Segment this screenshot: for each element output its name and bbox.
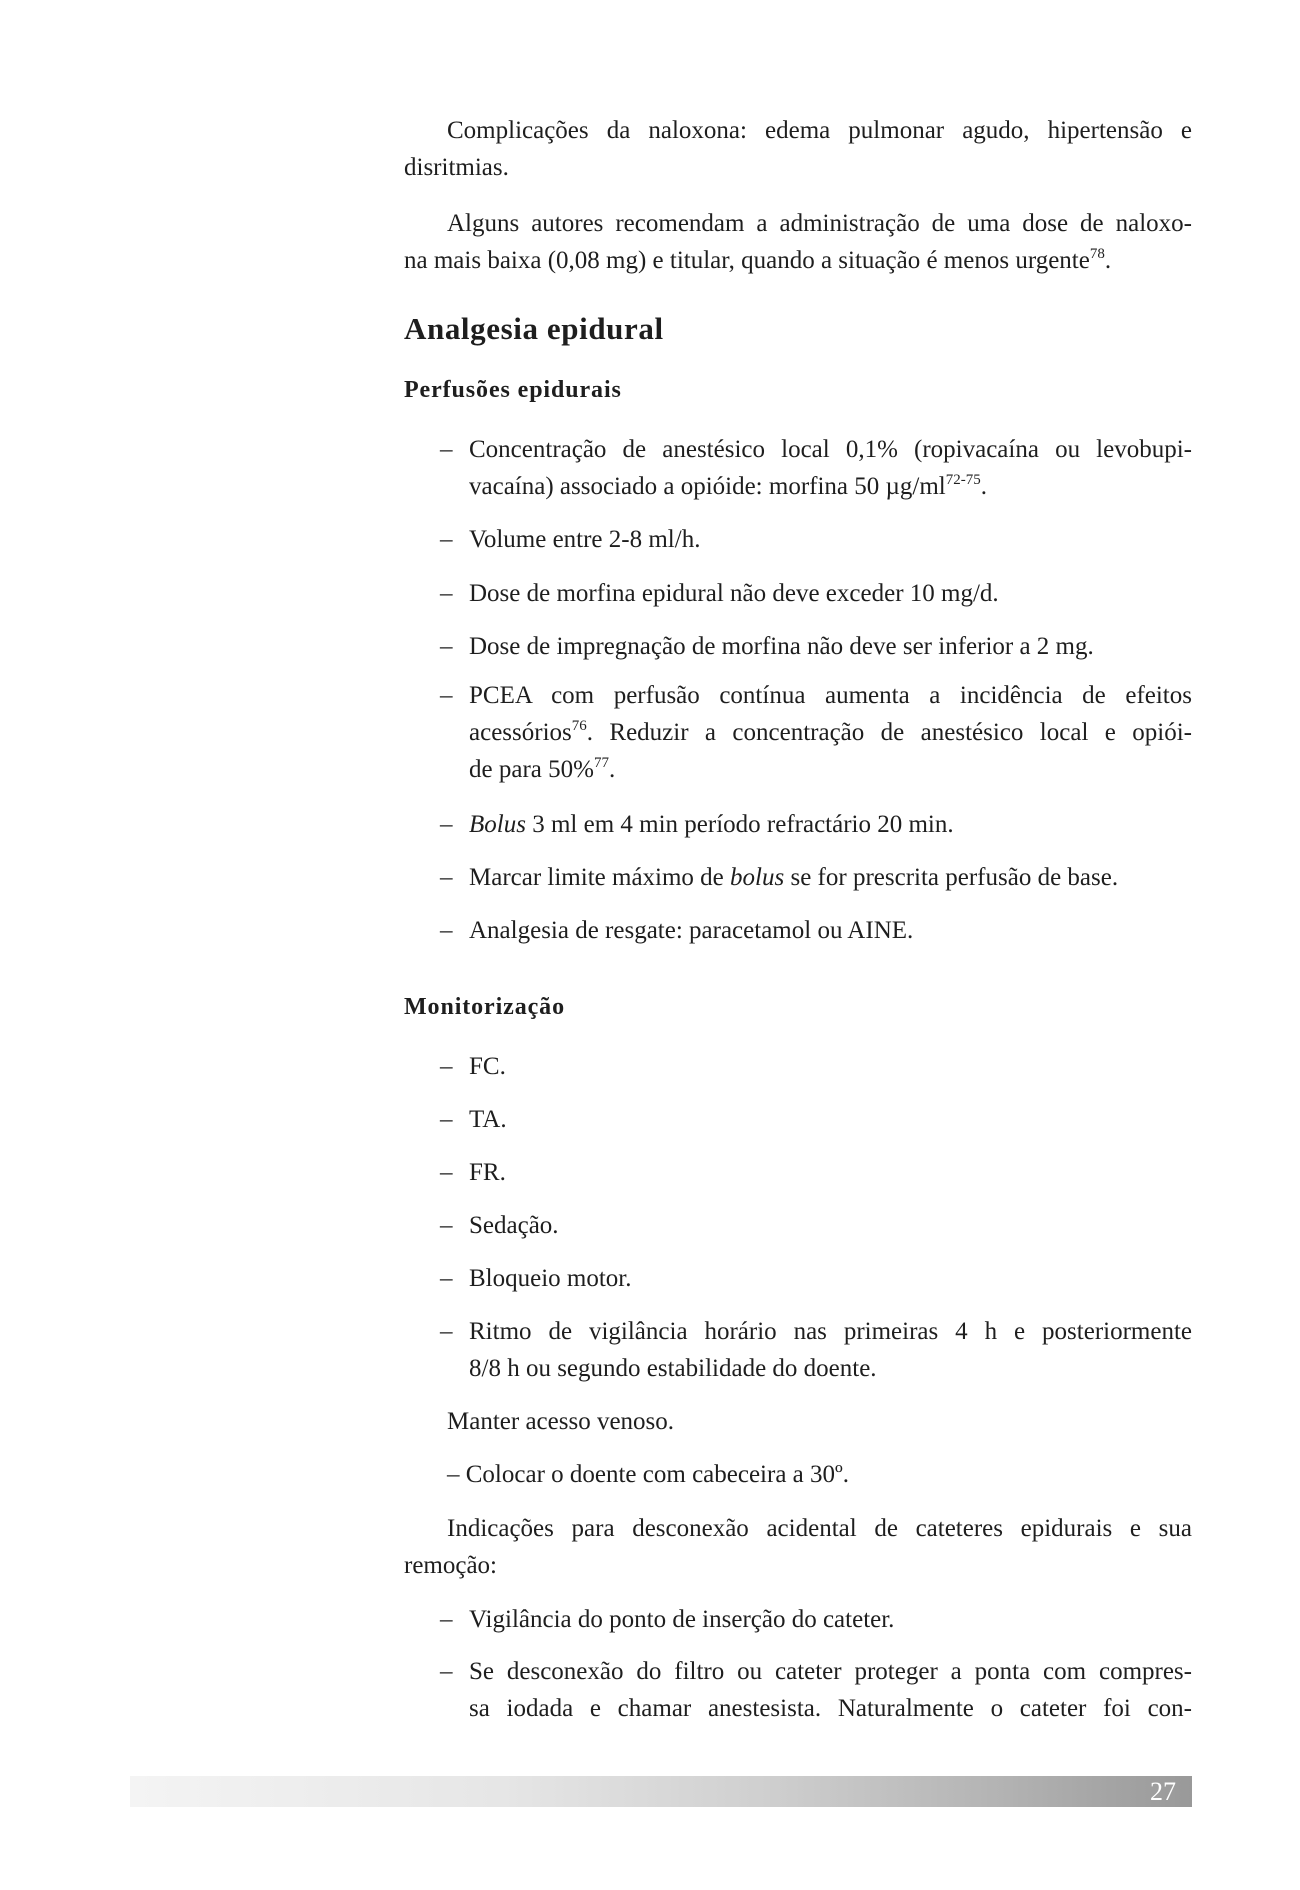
text-line: Dose de morfina epidural não deve exceder 10 mg/d. [469,580,999,607]
text-line [469,714,1192,751]
paragraph-disconnection-indications [404,1510,1192,1584]
citation-superscript: 72-75 [945,472,981,488]
text-segment: acessórios [469,719,572,746]
text-line: PCEA com perfusão contínua aumenta a incidência de efeitos [469,682,1192,709]
page-number: 27 [1150,1777,1176,1806]
dash-bullet: – [440,1606,453,1633]
text-segment: . [1104,247,1112,274]
text-line: sa iodada e chamar anestesista. Naturalmente o cateter foi con- [469,1695,1192,1722]
text-line: remoção: [404,1552,498,1579]
text-line: Analgesia de resgate: paracetamol ou AINE. [469,917,914,944]
footer-gradient-bar [130,1776,1192,1807]
text-line [469,859,1192,896]
text-line: TA. [469,1106,507,1133]
section-heading: Analgesia epidural [404,311,664,346]
text-line: Indicações para desconexão acidental de cateteres epidurais e sua [447,1515,1192,1542]
paragraph-naloxone-complications [404,112,1192,186]
text-line: Vigilância do ponto de inserção do cateter. [469,1606,895,1633]
text-segment: na mais baixa (0,08 mg) e titular, quando a situação é menos urgente [404,247,1090,274]
text-line: FC. [469,1053,506,1080]
dash-bullet: – [440,1053,453,1080]
text-line: Se desconexão do filtro ou cateter proteger a ponta com compres- [469,1658,1192,1685]
dash-bullet: – [440,1265,453,1292]
text-line: Bloqueio motor. [469,1265,632,1292]
text-segment: se for prescrita perfusão de base. [784,864,1119,891]
dash-bullet: – [440,526,453,553]
italic-term: Bolus [469,811,526,838]
text-line [404,242,1192,279]
citation-superscript: 76 [571,718,587,734]
text-line: disritmias. [404,154,509,181]
text-line: Sedação. [469,1212,559,1239]
dash-bullet: – [440,580,453,607]
text-line: Alguns autores recomendam a administração de uma dose de naloxo- [447,210,1192,237]
text-segment: . Reduzir a concentração de anestésico local e opiói- [586,719,1192,746]
text-line: Manter acesso venoso. [447,1408,675,1435]
paragraph-head-position [404,1456,1192,1493]
dash-bullet: – [440,917,453,944]
dash-bullet: – [440,811,453,838]
citation-superscript: 77 [593,755,609,771]
dash-bullet: – [440,1212,453,1239]
text-segment: 3 ml em 4 min período refractário 20 min. [525,811,954,838]
text-line: Complicações da naloxona: edema pulmonar agudo, hipertensão e [447,117,1192,144]
text-line: 8/8 h ou segundo estabilidade do doente. [469,1355,877,1382]
dash-bullet: – [440,1318,453,1345]
text-line [469,751,1192,788]
dash-bullet: – [440,864,453,891]
italic-term: bolus [730,864,785,891]
dash-bullet: – [440,436,453,463]
text-segment: Marcar limite máximo de [469,864,731,891]
dash-bullet: – [440,1658,453,1685]
text-line: – Colocar o doente com cabeceira a 30º. [447,1461,850,1488]
text-segment: vacaína) associado a opióide: morfina 50 µg/ml [469,473,946,500]
text-segment: de para 50% [469,756,594,783]
text-line [469,806,1192,843]
citation-superscript: 78 [1089,246,1105,262]
text-line: Concentração de anestésico local 0,1% (ropivacaína ou levobupi- [469,436,1192,463]
subsection-heading-perfusions: Perfusões epidurais [404,377,622,403]
dash-bullet: – [440,633,453,660]
paragraph-naloxone-dose [404,205,1192,279]
text-line [469,468,1192,505]
text-line: Volume entre 2-8 ml/h. [469,526,701,553]
text-line: FR. [469,1159,506,1186]
subsection-heading-monitoring: Monitorização [404,994,565,1020]
text-line: Dose de impregnação de morfina não deve ser inferior a 2 mg. [469,633,1094,660]
dash-bullet: – [440,1106,453,1133]
text-segment: . [608,756,616,783]
paragraph-venous-access [404,1403,1192,1440]
dash-bullet: – [440,1159,453,1186]
dash-bullet: – [440,682,453,709]
text-line: Ritmo de vigilância horário nas primeiras 4 h e posteriormente [469,1318,1192,1345]
text-segment: . [980,473,988,500]
